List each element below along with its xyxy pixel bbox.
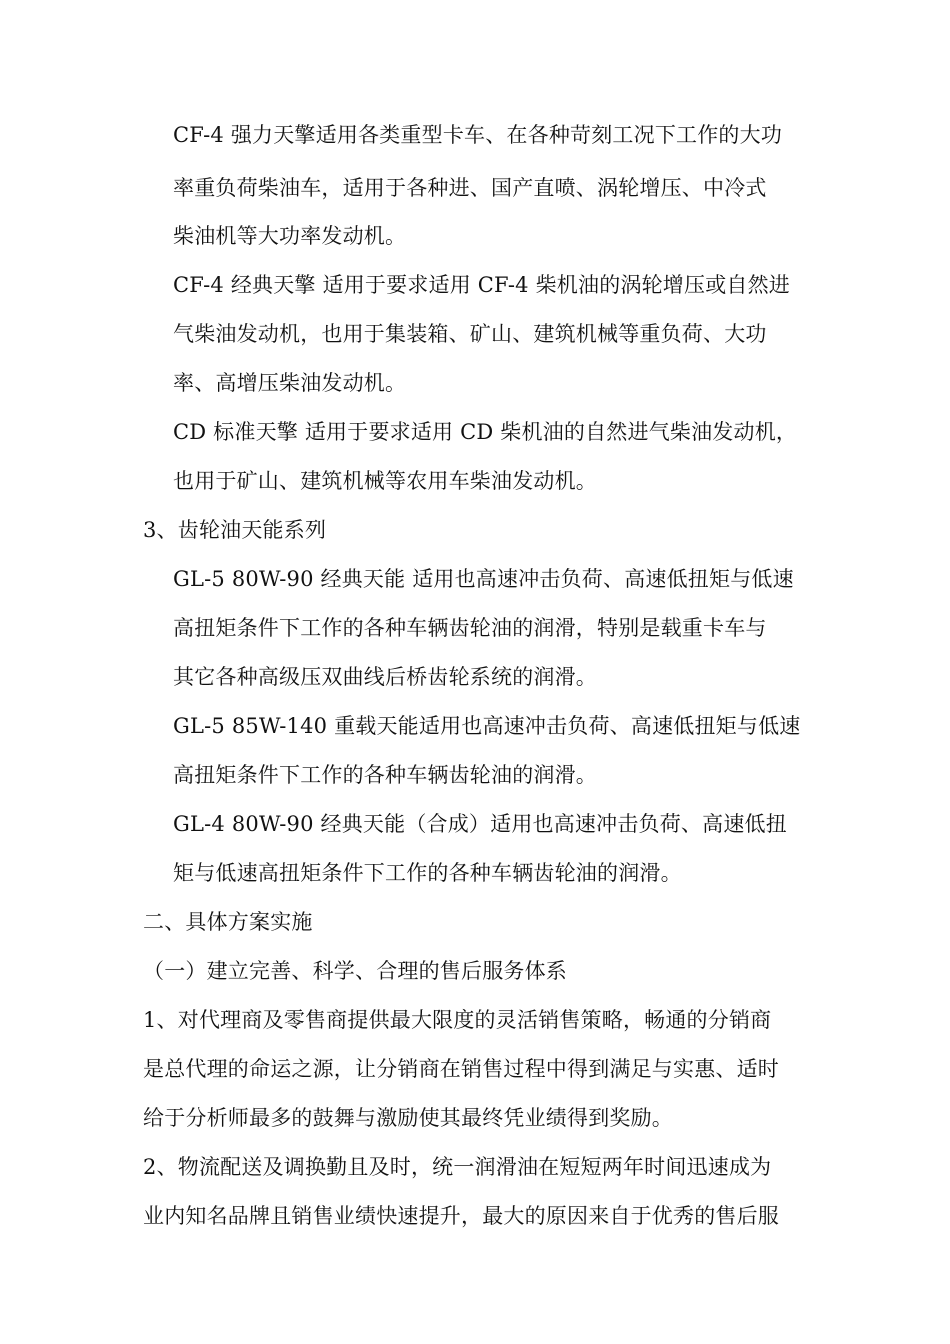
text-line: 2、物流配送及调换勤且及时，统一润滑油在短短两年时间迅速成为 — [143, 1155, 772, 1179]
text-line: 1、对代理商及零售商提供最大限度的灵活销售策略，畅通的分销商 — [143, 1008, 772, 1032]
text-line: 矩与低速高扭矩条件下工作的各种车辆齿轮油的润滑。 — [173, 861, 682, 885]
text-line: CD 标准天擎 适用于要求适用 CD 柴机油的自然进气柴油发动机， — [173, 420, 798, 444]
text-line: 也用于矿山、建筑机械等农用车柴油发动机。 — [173, 469, 597, 493]
section-heading: 3、齿轮油天能系列 — [143, 518, 327, 542]
text-line: GL-5 80W-90 经典天能 适用也高速冲击负荷、高速低扭矩与低速 — [173, 567, 794, 591]
section-heading: 二、具体方案实施 — [143, 910, 313, 934]
text-line: 气柴油发动机，也用于集装箱、矿山、建筑机械等重负荷、大功 — [173, 322, 767, 346]
subsection-heading: （一）建立完善、科学、合理的售后服务体系 — [143, 959, 567, 983]
text-line: 是总代理的命运之源，让分销商在销售过程中得到满足与实惠、适时 — [143, 1057, 779, 1081]
text-line: 给于分析师最多的鼓舞与激励使其最终凭业绩得到奖励。 — [143, 1106, 673, 1130]
text-line: CF-4 经典天擎 适用于要求适用 CF-4 柴机油的涡轮增压或自然进 — [173, 273, 791, 297]
text-line: 柴油机等大功率发动机。 — [173, 224, 407, 248]
text-line: 高扭矩条件下工作的各种车辆齿轮油的润滑。 — [173, 763, 597, 787]
text-line: 业内知名品牌且销售业绩快速提升，最大的原因来自于优秀的售后服 — [143, 1204, 779, 1228]
text-line: GL-4 80W-90 经典天能（合成）适用也高速冲击负荷、高速低扭 — [173, 812, 787, 836]
text-line: GL-5 85W-140 重载天能适用也高速冲击负荷、高速低扭矩与低速 — [173, 714, 801, 738]
text-line: 高扭矩条件下工作的各种车辆齿轮油的润滑，特别是载重卡车与 — [173, 616, 767, 640]
text-line: 其它各种高级压双曲线后桥齿轮系统的润滑。 — [173, 665, 597, 689]
text-line: 率、高增压柴油发动机。 — [173, 371, 407, 395]
text-line: 率重负荷柴油车，适用于各种进、国产直喷、涡轮增压、中冷式 — [173, 176, 767, 200]
text-line: CF-4 强力天擎适用各类重型卡车、在各种苛刻工况下工作的大功 — [173, 123, 783, 147]
